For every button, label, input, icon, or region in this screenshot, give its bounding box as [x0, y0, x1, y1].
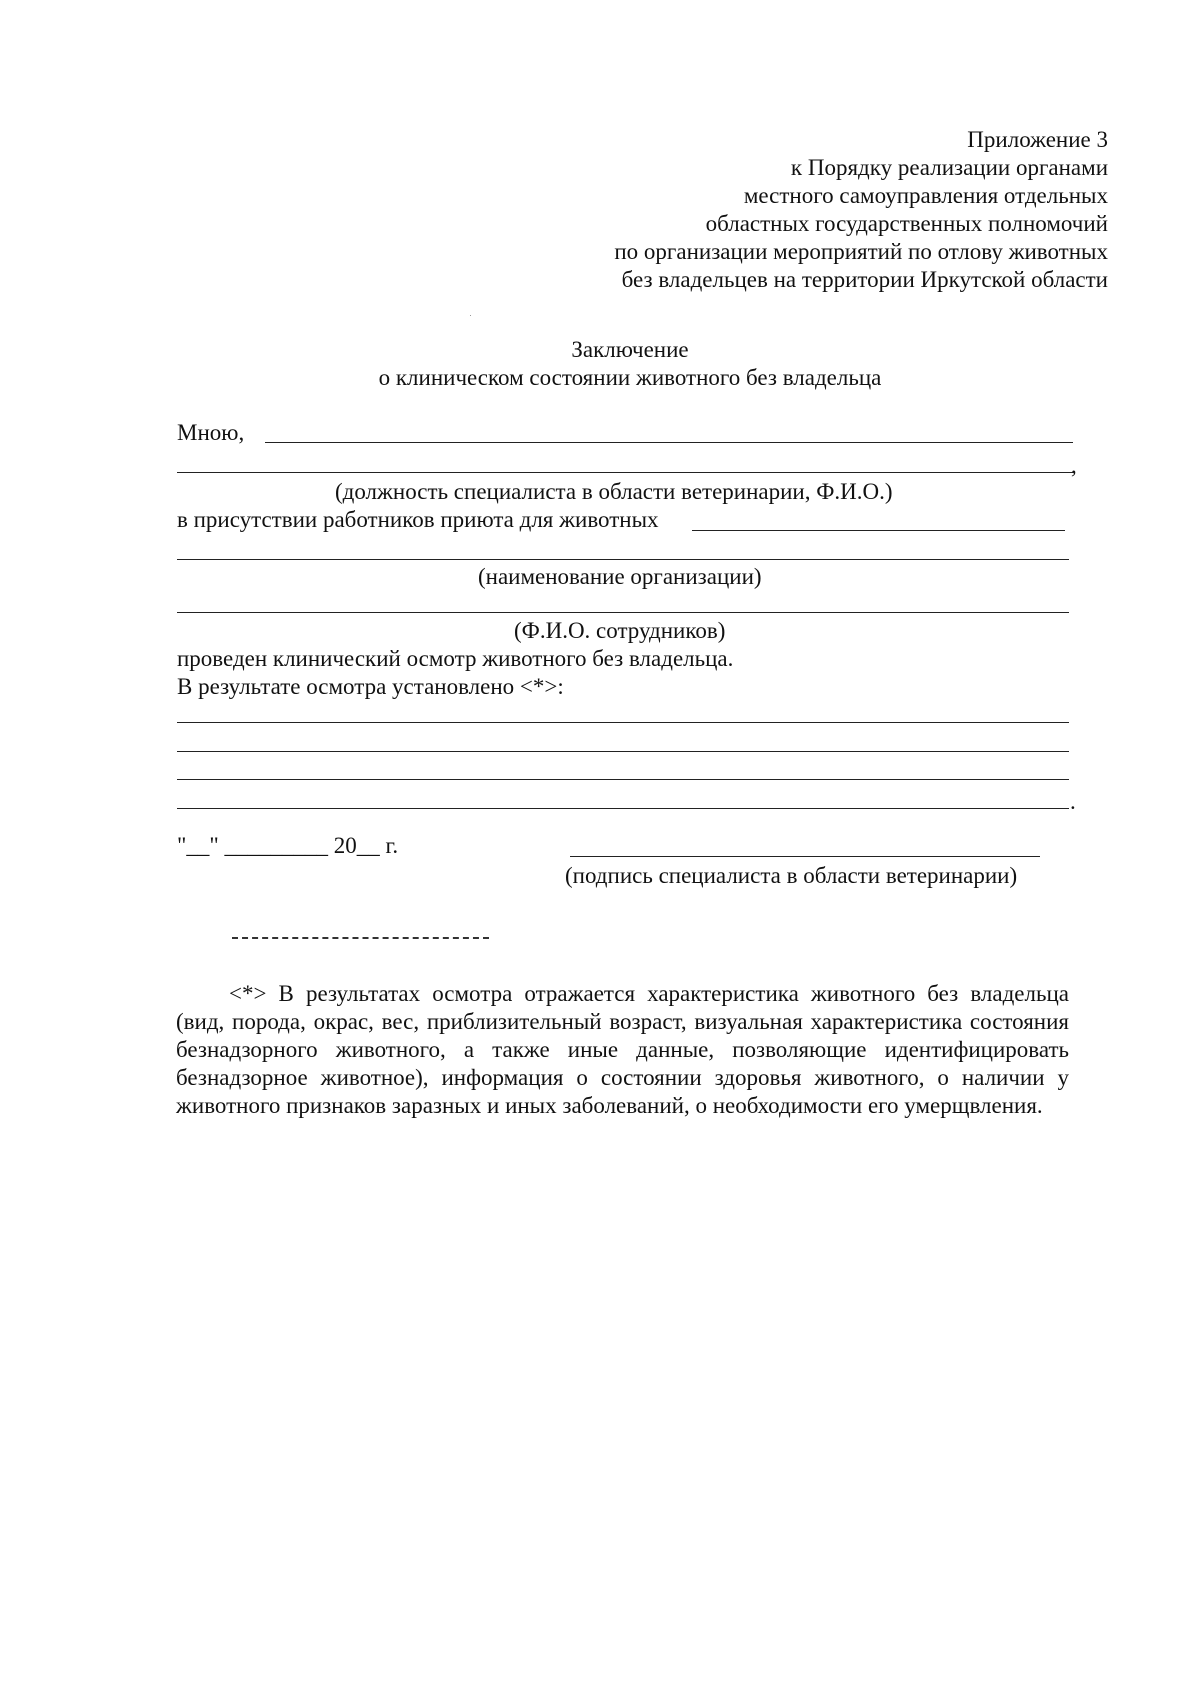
- appendix-line: без владельцев на территории Иркутской области: [621, 267, 1108, 292]
- appendix-line: местного самоуправления отдельных: [743, 183, 1108, 208]
- signature-blank-line[interactable]: [570, 856, 1040, 857]
- date-field[interactable]: "__" _________ 20__ г.: [177, 833, 399, 858]
- title-line: Заключение: [571, 337, 689, 362]
- appendix-line: по организации мероприятий по отлову животных: [614, 239, 1108, 264]
- presence-label: в присутствии работников приюта для животных: [177, 507, 659, 532]
- exam-statement: проведен клинический осмотр животного без владельца.: [177, 646, 734, 671]
- caption-organization: (наименование организации): [478, 564, 762, 589]
- footnote-separator: [232, 937, 489, 939]
- period-mark: .: [1070, 789, 1076, 814]
- result-blank-line[interactable]: [177, 808, 1069, 809]
- appendix-line: к Порядку реализации органами: [790, 155, 1108, 180]
- result-intro: В результате осмотра установлено <*>:: [177, 674, 564, 699]
- caption-signature: (подпись специалиста в области ветеринарии): [565, 863, 1018, 888]
- caption-staff: (Ф.И.О. сотрудников): [514, 618, 726, 643]
- appendix-number: Приложение 3: [967, 127, 1108, 152]
- appendix-line: областных государственных полномочий: [705, 211, 1108, 236]
- shelter-blank-line[interactable]: [692, 530, 1065, 531]
- specialist-blank-line-2[interactable]: [177, 472, 1073, 473]
- result-blank-line[interactable]: [177, 779, 1069, 780]
- footnote-text: <*> В результатах осмотра отражается характеристика животного без владельца (вид, порода, окрас, вес, приблизительный возраст, визуальная характеристика состояния безнадзорного животного, а также иные данные, позволяющие идентифицировать безнадзорное животное), информация о состоянии здоровья животного, о наличии у животного признаков заразных и иных заболеваний, о необходимости его умерщвления.: [176, 981, 1069, 1118]
- result-blank-line[interactable]: [177, 751, 1069, 752]
- scan-speck: [470, 315, 471, 316]
- comma-mark: ,: [1071, 453, 1077, 478]
- organization-blank-line[interactable]: [177, 559, 1069, 560]
- caption-specialist: (должность специалиста в области ветеринарии, Ф.И.О.): [335, 479, 893, 504]
- staff-blank-line[interactable]: [177, 612, 1069, 613]
- title-subline: о клиническом состоянии животного без владельца: [378, 365, 882, 390]
- specialist-blank-line[interactable]: [265, 442, 1073, 443]
- result-blank-line[interactable]: [177, 722, 1069, 723]
- by-me-label: Мною,: [177, 420, 245, 445]
